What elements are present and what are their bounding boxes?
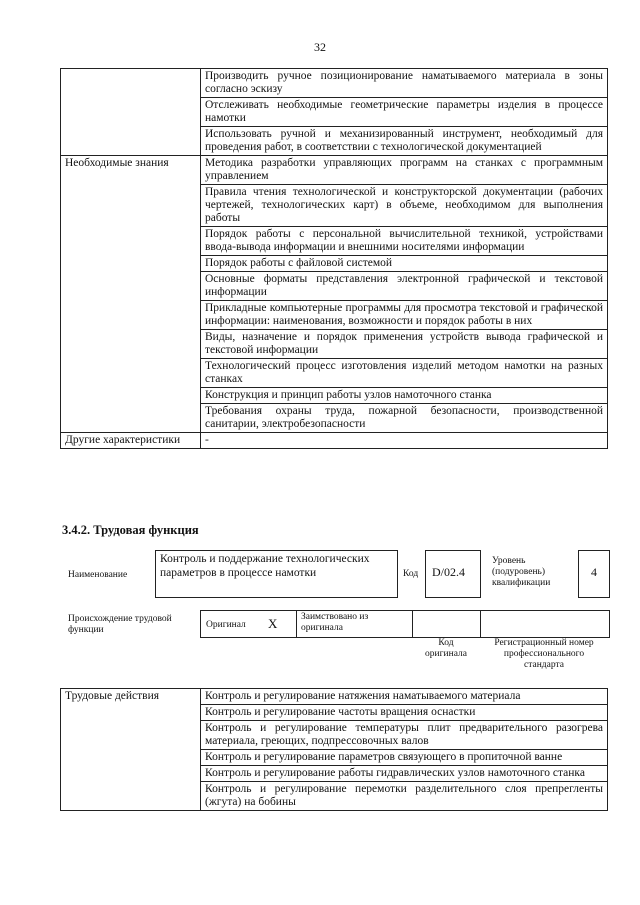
level-label: Уровень (подуровень) квалификации	[492, 556, 551, 588]
table-cell: Контроль и регулирование работы гидравлических узлов намоточного станка	[201, 766, 608, 782]
empty-label-cell	[61, 69, 201, 156]
actions-table	[60, 688, 608, 811]
page-number: 32	[314, 40, 326, 54]
table-cell: Технологический процесс изготовления изделий методом намотки на разных станках	[201, 359, 608, 388]
divider	[296, 610, 297, 637]
name-label: Наименование	[68, 570, 128, 580]
table-cell: Требования охраны труда, пожарной безопасности, производственной санитарии, электробезопасности	[201, 404, 608, 433]
other-value: -	[201, 433, 608, 449]
divider	[480, 610, 481, 637]
table-row	[61, 69, 608, 98]
knowledge-table	[60, 68, 608, 449]
table-cell: Контроль и регулирование температуры плит предварительного разогрева материала, греющих, подпрессовочных валов	[201, 721, 608, 750]
code-label: Код	[403, 569, 419, 579]
table-row	[61, 689, 608, 705]
code-box	[425, 550, 481, 598]
table-cell: Порядок работы с персональной вычислительной техникой, устройствами ввода-вывода информации и внешними носителями информации	[201, 227, 608, 256]
table-cell: Порядок работы с файловой системой	[201, 256, 608, 272]
table-row	[61, 433, 608, 449]
other-label: Другие характеристики	[61, 433, 201, 449]
level-box	[578, 550, 610, 598]
table-cell: Правила чтения технологической и конструкторской документации (рабочих чертежей, технологических карт) в объеме, необходимом для выполнения работы	[201, 185, 608, 227]
table-cell: Контроль и регулирование перемотки разделительного слоя препрегленты (жгута) на бобины	[201, 782, 608, 811]
table-cell: Контроль и регулирование натяжения наматываемого материала	[201, 689, 608, 705]
level-value: 4	[591, 565, 597, 579]
reg-caption: Регистрационный номер профессионального стандарта	[494, 638, 594, 670]
table-row	[61, 156, 608, 185]
divider	[412, 610, 413, 637]
table-cell: Основные форматы представления электронной графической и текстовой информации	[201, 272, 608, 301]
table-cell: Производить ручное позиционирование наматываемого материала в зоны согласно эскизу	[201, 69, 608, 98]
table-cell: Контроль и регулирование частоты вращения оснастки	[201, 705, 608, 721]
name-box	[155, 550, 398, 598]
actions-label: Трудовые действия	[61, 689, 201, 811]
borrowed-label: Заимствовано из оригинала	[301, 612, 369, 633]
code-caption: Код оригинала	[425, 638, 467, 659]
table-cell: Виды, назначение и порядок применения устройств вывода графической и текстовой информации	[201, 330, 608, 359]
table-cell: Контроль и регулирование параметров связующего в пропиточной ванне	[201, 750, 608, 766]
code-value: D/02.4	[432, 565, 465, 579]
table-cell: Методика разработки управляющих программ на станках с программным управлением	[201, 156, 608, 185]
origin-label: Происхождение трудовой функции	[68, 614, 172, 635]
table-cell: Конструкция и принцип работы узлов намоточного станка	[201, 388, 608, 404]
table-cell: Прикладные компьютерные программы для просмотра текстовой и графической информации: наименования, возможности и порядок работы в них	[201, 301, 608, 330]
original-mark: X	[268, 616, 278, 631]
section-title: 3.4.2. Трудовая функция	[62, 523, 199, 537]
table-cell: Отслеживать необходимые геометрические параметры изделия в процессе намотки	[201, 98, 608, 127]
name-value: Контроль и поддержание технологических параметров в процессе намотки	[160, 553, 370, 579]
original-label: Оригинал	[206, 620, 246, 630]
table-cell: Использовать ручной и механизированный инструмент, необходимый для проведения работ, в соответствии с технологической документацией	[201, 127, 608, 156]
knowledge-label: Необходимые знания	[61, 156, 201, 433]
